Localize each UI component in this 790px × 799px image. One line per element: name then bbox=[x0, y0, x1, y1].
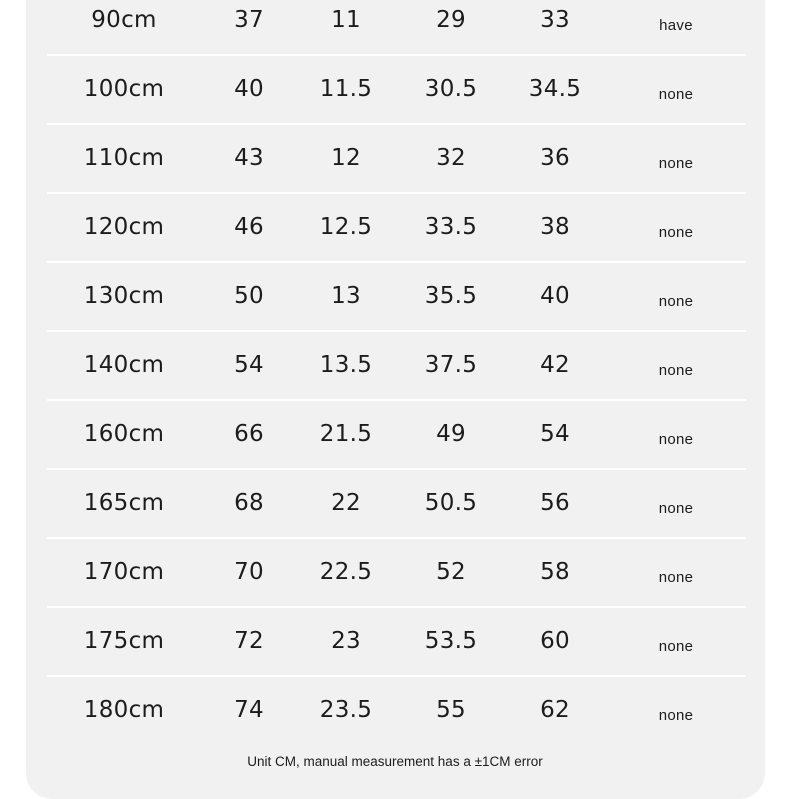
table-row bbox=[47, 677, 746, 744]
note-cell: none bbox=[658, 707, 694, 724]
measure-2-cell: 11 bbox=[331, 7, 361, 33]
note-cell: none bbox=[658, 500, 694, 517]
size-cell: 120cm bbox=[83, 214, 165, 240]
measure-2-cell: 13 bbox=[331, 283, 361, 309]
measure-2-cell: 12.5 bbox=[319, 214, 373, 240]
size-cell: 110cm bbox=[83, 145, 165, 171]
note-cell: none bbox=[658, 155, 694, 172]
table-row bbox=[47, 539, 746, 608]
measure-3-cell: 35.5 bbox=[424, 283, 478, 309]
table-row bbox=[47, 470, 746, 539]
measure-2-cell: 22 bbox=[331, 490, 361, 516]
size-cell: 170cm bbox=[83, 559, 165, 585]
note-cell: have bbox=[659, 17, 693, 34]
size-cell: 175cm bbox=[83, 628, 165, 654]
measure-4-cell: 33 bbox=[540, 7, 570, 33]
measure-1-cell: 68 bbox=[234, 490, 264, 516]
measure-2-cell: 21.5 bbox=[319, 421, 373, 447]
measure-2-cell: 11.5 bbox=[319, 76, 373, 102]
measure-1-cell: 46 bbox=[234, 214, 264, 240]
measure-4-cell: 36 bbox=[540, 145, 570, 171]
measure-3-cell: 49 bbox=[436, 421, 466, 447]
table-row bbox=[47, 0, 746, 56]
measure-2-cell: 23.5 bbox=[319, 697, 373, 723]
note-cell: none bbox=[658, 362, 694, 379]
measure-3-cell: 52 bbox=[436, 559, 466, 585]
measure-1-cell: 50 bbox=[234, 283, 264, 309]
measure-3-cell: 53.5 bbox=[424, 628, 478, 654]
measure-1-cell: 54 bbox=[234, 352, 264, 378]
measure-4-cell: 56 bbox=[540, 490, 570, 516]
measurement-footnote: Unit CM, manual measurement has a ±1CM error bbox=[247, 754, 543, 769]
measure-4-cell: 34.5 bbox=[528, 76, 582, 102]
size-cell: 90cm bbox=[91, 7, 157, 33]
measure-1-cell: 72 bbox=[234, 628, 264, 654]
measure-1-cell: 70 bbox=[234, 559, 264, 585]
measure-2-cell: 12 bbox=[331, 145, 361, 171]
measure-2-cell: 22.5 bbox=[319, 559, 373, 585]
measure-1-cell: 43 bbox=[234, 145, 264, 171]
note-cell: none bbox=[658, 86, 694, 103]
measure-1-cell: 37 bbox=[234, 7, 264, 33]
measure-3-cell: 32 bbox=[436, 145, 466, 171]
measure-4-cell: 54 bbox=[540, 421, 570, 447]
note-cell: none bbox=[658, 293, 694, 310]
size-cell: 165cm bbox=[83, 490, 165, 516]
note-cell: none bbox=[658, 638, 694, 655]
measure-4-cell: 62 bbox=[540, 697, 570, 723]
table-row bbox=[47, 125, 746, 194]
measure-3-cell: 30.5 bbox=[424, 76, 478, 102]
note-cell: none bbox=[658, 224, 694, 241]
note-cell: none bbox=[658, 569, 694, 586]
note-cell: none bbox=[658, 431, 694, 448]
measure-2-cell: 13.5 bbox=[319, 352, 373, 378]
measure-3-cell: 37.5 bbox=[424, 352, 478, 378]
table-row bbox=[47, 332, 746, 401]
size-cell: 140cm bbox=[83, 352, 165, 378]
size-cell: 130cm bbox=[83, 283, 165, 309]
table-row bbox=[47, 263, 746, 332]
measure-3-cell: 55 bbox=[436, 697, 466, 723]
size-cell: 160cm bbox=[83, 421, 165, 447]
table-row bbox=[47, 401, 746, 470]
measure-3-cell: 29 bbox=[436, 7, 466, 33]
table-row bbox=[47, 608, 746, 677]
measure-4-cell: 58 bbox=[540, 559, 570, 585]
table-row bbox=[47, 194, 746, 263]
measure-4-cell: 40 bbox=[540, 283, 570, 309]
size-cell: 180cm bbox=[83, 697, 165, 723]
measure-3-cell: 33.5 bbox=[424, 214, 478, 240]
measure-4-cell: 38 bbox=[540, 214, 570, 240]
size-cell: 100cm bbox=[83, 76, 165, 102]
table-row bbox=[47, 56, 746, 125]
measure-1-cell: 40 bbox=[234, 76, 264, 102]
measure-2-cell: 23 bbox=[331, 628, 361, 654]
measure-4-cell: 60 bbox=[540, 628, 570, 654]
measure-1-cell: 74 bbox=[234, 697, 264, 723]
measure-3-cell: 50.5 bbox=[424, 490, 478, 516]
measure-1-cell: 66 bbox=[234, 421, 264, 447]
measure-4-cell: 42 bbox=[540, 352, 570, 378]
